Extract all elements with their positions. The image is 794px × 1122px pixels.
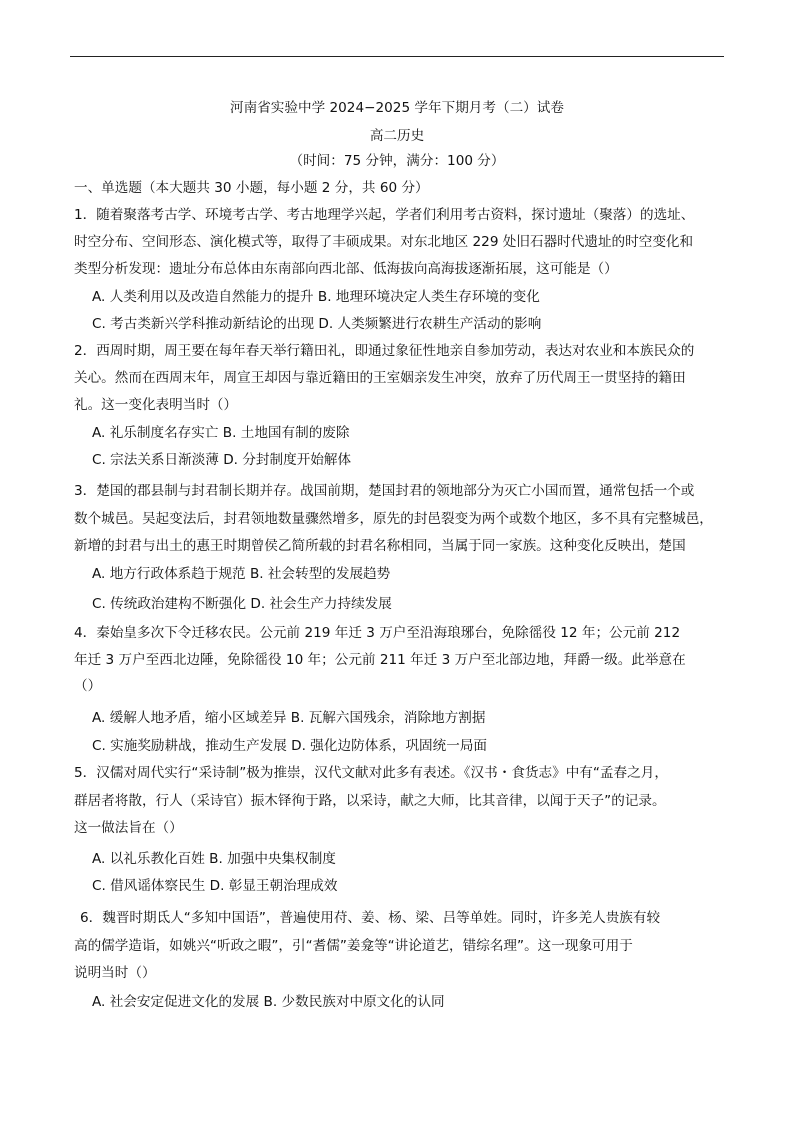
question-4-options-cd: C. 实施奖励耕战，推动生产发展 D. 强化边防体系，巩固统一局面: [92, 738, 487, 754]
subject-title: 高二历史: [369, 128, 425, 144]
question-4-options-ab: A. 缓解人地矛盾，缩小区域差异 B. 瓦解六国残余，消除地方割据: [92, 710, 486, 726]
question-6-stem-line-3: 说明当时（）: [74, 965, 156, 981]
header-rule: [70, 56, 724, 57]
question-6-stem-line-1: 6．魏晋时期氐人“多知中国语”，普遍使用苻、姜、杨、梁、吕等单姓。同时，许多羌人贵族有较: [80, 910, 661, 926]
question-4-stem-line-3: （）: [74, 678, 102, 694]
exam-title: 河南省实验中学 2024−2025 学年下期月考（二）试卷: [230, 100, 564, 116]
question-1-stem-line-3: 类型分析发现：遗址分布总体由东南部向西北部、低海拔向高海拔逐渐拓展，这可能是（）: [74, 261, 618, 277]
question-6-options-ab: A. 社会安定促进文化的发展 B. 少数民族对中原文化的认同: [92, 994, 445, 1010]
question-2-options-cd: C. 宗法关系日渐淡薄 D. 分封制度开始解体: [92, 452, 352, 468]
question-2-stem-line-1: 2．西周时期，周王要在每年春天举行籍田礼，即通过象征性地亲自参加劳动，表达对农业和本族民众的: [74, 343, 695, 359]
question-1-stem-line-1: 1．随着聚落考古学、环境考古学、考古地理学兴起，学者们利用考古资料，探讨遗址（聚落）的选址、: [74, 207, 695, 223]
question-2-stem-line-2: 关心。然而在西周末年，周宣王却因与靠近籍田的王室姻亲发生冲突，放弃了历代周王一贯坚持的籍田: [74, 370, 686, 386]
question-1-options-cd: C. 考古类新兴学科推动新结论的出现 D. 人类频繁进行农耕生产活动的影响: [92, 316, 542, 332]
question-3-stem-line-1: 3．楚国的郡县制与封君制长期并存。战国前期，楚国封君的领地部分为灭亡小国而置，通常包括一个或: [74, 483, 695, 499]
section-heading: 一、单选题（本大题共 30 小题，每小题 2 分，共 60 分）: [74, 180, 429, 196]
question-3-stem-line-2: 数个城邑。吴起变法后，封君领地数量骤然增多，原先的封邑裂变为两个或数个地区，多不具有完整城邑，: [74, 511, 713, 527]
question-5-stem-line-3: 这一做法旨在（）: [74, 820, 183, 836]
question-1-stem-line-2: 时空分布、空间形态、演化模式等，取得了丰硕成果。对东北地区 229 处旧石器时代遗址的时空变化和: [74, 234, 694, 250]
time-info: （时间：75 分钟，满分：100 分）: [289, 153, 505, 169]
question-5-stem-line-1: 5．汉儒对周代实行“采诗制”极为推崇，汉代文献对此多有表述。《汉书・食货志》中有“孟春之月，: [74, 765, 668, 781]
question-6-stem-line-2: 高的儒学造诣，如姚兴“听政之暇”，引“耆儒”姜龛等“讲论道艺，错综名理”。这一现象可用于: [74, 938, 633, 954]
question-3-stem-line-3: 新增的封君与出土的惠王时期曾侯乙简所载的封君名称相同，当属于同一家族。这种变化反映出，楚国: [74, 538, 686, 554]
question-3-options-ab: A. 地方行政体系趋于规范 B. 社会转型的发展趋势: [92, 566, 391, 582]
question-3-options-cd: C. 传统政治建构不断强化 D. 社会生产力持续发展: [92, 596, 392, 612]
question-4-stem-line-1: 4．秦始皇多次下令迁移农民。公元前 219 年迁 3 万户至沿海琅琊台，免除徭役 12 年；公元前 212: [74, 625, 681, 641]
question-4-stem-line-2: 年迁 3 万户至西北边陲，免除徭役 10 年；公元前 211 年迁 3 万户至北部边地，拜爵一级。此举意在: [74, 652, 686, 668]
question-2-stem-line-3: 礼。这一变化表明当时（）: [74, 397, 238, 413]
question-5-stem-line-2: 群居者将散，行人（采诗官）振木铎徇于路，以采诗，献之大师，比其音律，以闻于天子”的记录。: [74, 793, 666, 809]
question-2-options-ab: A. 礼乐制度名存实亡 B. 土地国有制的废除: [92, 425, 350, 441]
question-5-options-cd: C. 借风谣体察民生 D. 彰显王朝治理成效: [92, 878, 338, 894]
question-5-options-ab: A. 以礼乐教化百姓 B. 加强中央集权制度: [92, 851, 336, 867]
question-1-options-ab: A. 人类利用以及改造自然能力的提升 B. 地理环境决定人类生存环境的变化: [92, 289, 540, 305]
